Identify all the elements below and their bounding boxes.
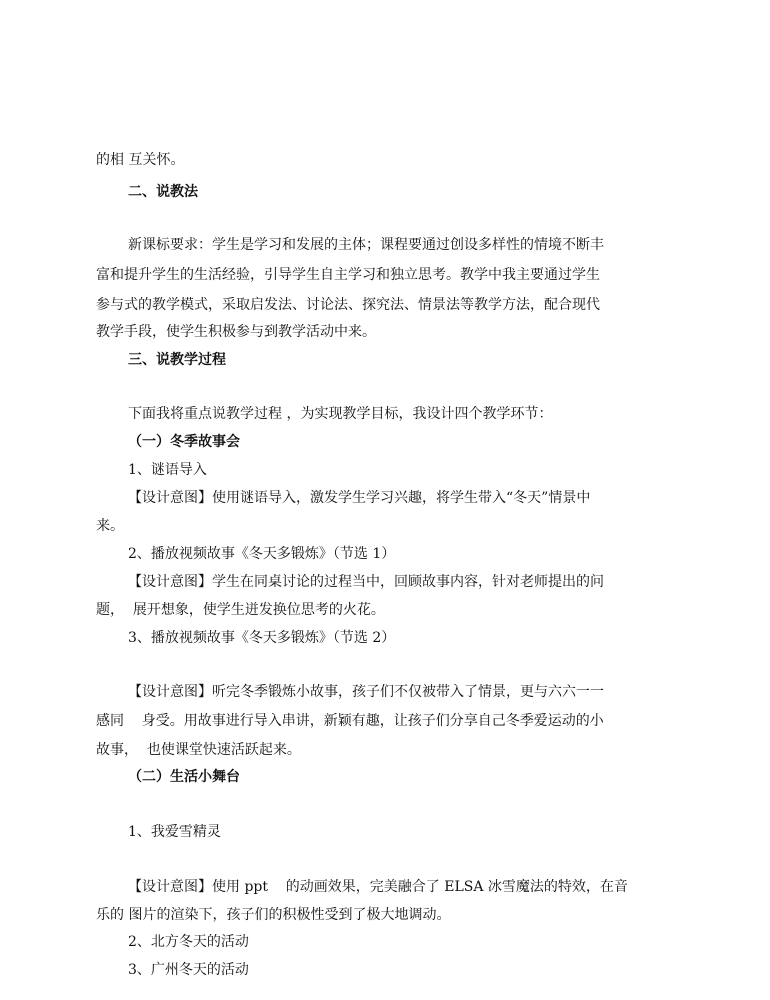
section-heading: 三、说教学过程 [128, 352, 226, 368]
paragraph-line: 参与式的教学模式，采取启发法、讨论法、探究法、情景法等教学方法，配合现代 [96, 297, 600, 313]
subsection-heading: （二）生活小舞台 [128, 769, 240, 785]
paragraph-line: 题， 展开想象，使学生迸发换位思考的火花。 [96, 602, 385, 618]
paragraph-line: 来。 [96, 518, 124, 534]
subsection-heading: （一）冬季故事会 [128, 434, 240, 450]
paragraph-line: 的相 互关怀。 [96, 152, 185, 168]
design-intent-line: 【设计意图】使用 ppt 的动画效果，完美融合了 ELSA 冰雪魔法的特效，在音 [128, 879, 628, 895]
paragraph-line: 富和提升学生的生活经验，引导学生自主学习和独立思考。教学中我主要通过学生 [96, 267, 600, 283]
design-intent-line: 【设计意图】学生在同桌讨论的过程当中，回顾故事内容，针对老师提出的问 [128, 574, 604, 590]
paragraph-line: 教学手段，使学生积极参与到教学活动中来。 [96, 324, 376, 340]
list-item: 2、北方冬天的活动 [128, 934, 249, 950]
list-item: 1、谜语导入 [128, 462, 207, 478]
design-intent-line: 【设计意图】使用谜语导入，激发学生学习兴趣，将学生带入“冬天”情景中 [128, 490, 591, 506]
paragraph-line: 乐的 图片的渲染下，孩子们的积极性受到了极大地调动。 [96, 907, 451, 923]
paragraph-line: 感同 身受。用故事进行导入串讲，新颖有趣，让孩子们分享自己冬季爱运动的小 [96, 713, 604, 729]
paragraph-line: 故事， 也使课堂快速活跃起来。 [96, 742, 301, 758]
paragraph-line: 下面我将重点说教学过程 ，为实现教学目标，我设计四个教学环节： [128, 406, 553, 422]
list-item: 2、播放视频故事《冬天多锻炼》（节选 1） [128, 546, 396, 562]
design-intent-line: 【设计意图】听完冬季锻炼小故事，孩子们不仅被带入了情景，更与六六一一 [128, 684, 604, 700]
section-heading: 二、说教法 [128, 184, 198, 200]
list-item: 1、我爱雪精灵 [128, 824, 221, 840]
list-item: 3、播放视频故事《冬天多锻炼》（节选 2） [128, 630, 396, 646]
list-item: 3、广州冬天的活动 [128, 962, 249, 978]
paragraph-line: 新课标要求：学生是学习和发展的主体；课程要通过创设多样性的情境不断丰 [128, 237, 604, 253]
